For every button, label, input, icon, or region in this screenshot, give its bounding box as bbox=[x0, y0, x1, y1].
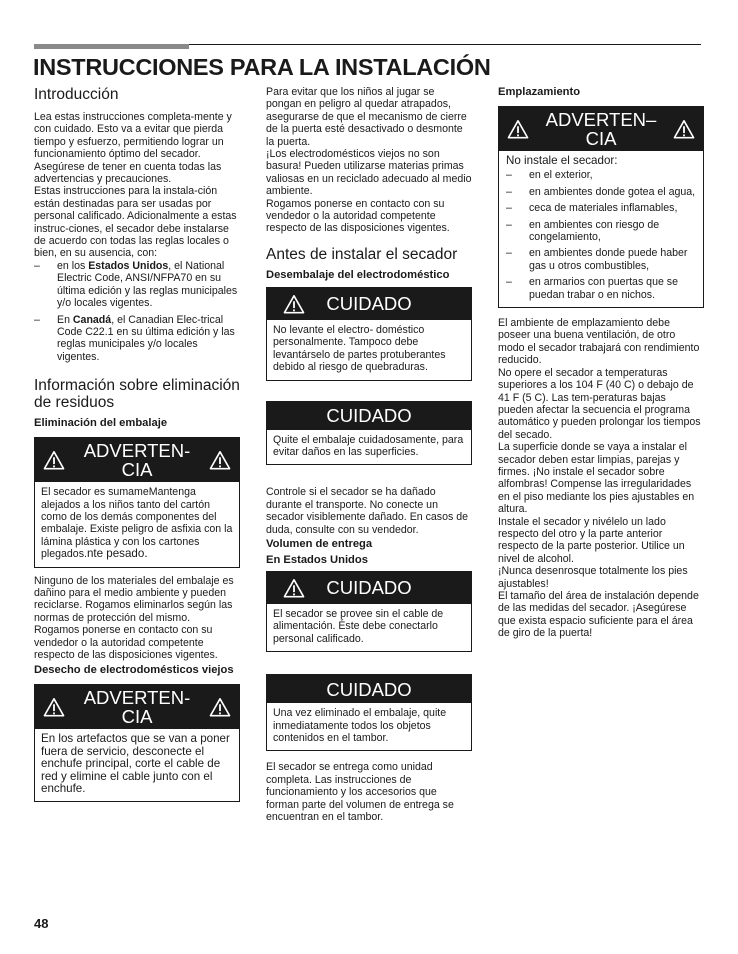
delivery-paragraph: El secador se entrega como unidad completa. Las instrucciones de funcionamiento y los accesorios que forman parte del volumen de entrega se encuentran en el tambor. bbox=[266, 761, 454, 823]
warning-body bbox=[499, 151, 703, 307]
warning-body bbox=[35, 729, 239, 801]
unpacking-subheading: Desembalaje del electrodoméstico bbox=[266, 268, 450, 281]
warning-title: ADVERTEN-CIA bbox=[83, 440, 191, 481]
caution-header bbox=[267, 288, 471, 320]
warning-intro: No instale el secador: bbox=[506, 154, 618, 167]
warning-triangle-icon bbox=[209, 697, 231, 717]
warning-text: El secador es sumameMantenga alejados a los niños tanto del cartón como de los demás componentes del embalaje. Existe peligro de asfixia con la lámina plástica y con los cartones plegados. bbox=[41, 486, 233, 561]
dash-bullet: – bbox=[34, 259, 40, 272]
caution-text: Una vez eliminado el embalaje, quite inmediatamente todos los objetos contenidos en el tambor. bbox=[273, 707, 447, 744]
list-item: – en ambientes donde puede haber gas u otros combustibles, bbox=[506, 247, 688, 272]
page-title: INSTRUCCIONES PARA LA INSTALACIÓN bbox=[33, 54, 491, 80]
warning-box-disposal bbox=[34, 684, 240, 802]
column2-paragraph-1: Para evitar que los niños al jugar se pongan en peligro al quedar atrapados, asegurarse de que el mecanismo de cierre de la puerta esté desactivado o desmonte la puerta. bbox=[266, 86, 467, 148]
location-paragraph-4: Instale el secador y nivélelo un lado respecto del otro y la parte anterior respecto de la parte posterior. Utilice un nivel de alcohol. bbox=[498, 515, 685, 565]
location-paragraph-5: ¡Nunca desenrosque totalmente los pies ajustables! bbox=[498, 565, 688, 590]
column2-paragraph-3: Rogamos ponerse en contacto con su vendedor o la autoridad competente respecto de las disposiciones vigentes. bbox=[266, 197, 450, 235]
header-rule-accent bbox=[34, 44, 189, 49]
waste-heading: Información sobre eliminación de residuos bbox=[34, 377, 240, 412]
caution-title: CUIDADO bbox=[326, 293, 412, 315]
caution-text: Quite el embalaje cuidadosamente, para evitar daños en las superficies. bbox=[273, 433, 464, 458]
caution-body bbox=[267, 604, 471, 651]
warning-triangle-icon bbox=[283, 578, 305, 598]
usa-subheading: En Estados Unidos bbox=[266, 553, 368, 566]
caution-header bbox=[267, 675, 471, 703]
caution-header bbox=[267, 572, 471, 604]
list-item: – ceca de materiales inflamables, bbox=[506, 202, 678, 215]
column-2 bbox=[266, 86, 472, 823]
warning-triangle-icon bbox=[43, 697, 65, 717]
warning-text: En los artefactos que se van a poner fuera de servicio, desconecte el enchufe principal, corte el cable de red y elimine el cable junto con el enchufe. bbox=[41, 732, 230, 796]
caution-body bbox=[267, 320, 471, 380]
warning-triangle-icon bbox=[209, 450, 231, 470]
inspection-paragraph: Controle si el secador se ha dañado durante el transporte. No conecte un secador visiblemente dañado. En casos de duda, consulte con su vendedor. bbox=[266, 486, 468, 536]
caution-box-unpacking bbox=[266, 401, 472, 466]
column-1 bbox=[34, 86, 240, 802]
caution-body bbox=[267, 703, 471, 750]
caution-text: No levante el electro- doméstico personalmente. Tampoco debe levantárselo de partes protuberantes debido al riesgo de quebraduras. bbox=[273, 323, 446, 374]
warning-body bbox=[35, 482, 239, 566]
location-paragraph-2: No opere el secador a temperaturas superiores a los 104 F (40 C) o debajo de 41 F (5 C). Las tem-peraturas bajas pueden afectar la secuencia el programa automático y pueden prolongar los tiempos del secado. bbox=[498, 366, 701, 441]
warning-text-fragment: nte pesado. bbox=[86, 547, 148, 561]
warning-header bbox=[35, 438, 239, 482]
header-rule bbox=[189, 44, 701, 45]
column2-paragraph-2: ¡Los electrodomésticos viejos no son basura! Pueden utilizarse materias primas valiosas en un reciclado adecuado al medio ambiente. bbox=[266, 148, 472, 198]
caution-title: CUIDADO bbox=[326, 678, 412, 700]
warning-title: ADVERTEN–CIA bbox=[545, 109, 657, 149]
warning-header bbox=[35, 685, 239, 729]
list-item-canada: – En Canadá, el Canadian Elec-trical Code C22.1 en su última edición y las reglas municipales y/o locales vigentes. bbox=[34, 313, 235, 363]
caution-body bbox=[267, 430, 471, 465]
caution-box-lifting bbox=[266, 287, 472, 381]
intro-paragraph-2: Estas instrucciones para la instala-ción están destinadas para ser usadas por personal calificado. Adicionalmente a estas instruc-ciones, el secador debe instalarse de acuerdo con todas las reglas locales o bien, en su ausencia, con: bbox=[34, 185, 237, 260]
location-paragraph-1: El ambiente de emplazamiento debe poseer una buena ventilación, de otro modo el secador trabajará con rendimiento reducido. bbox=[498, 317, 700, 367]
warning-title: ADVERTEN-CIA bbox=[83, 687, 191, 728]
location-paragraph-6: El tamaño del área de instalación depende de las medidas del secador. ¡Asegúrese que exista espacio suficiente para el área de giro de la puerta! bbox=[498, 590, 699, 640]
intro-heading: Introducción bbox=[34, 86, 119, 103]
list-item: – en ambientes donde gotea el agua, bbox=[506, 185, 696, 198]
location-subheading: Emplazamiento bbox=[498, 86, 581, 98]
warning-triangle-icon bbox=[43, 450, 65, 470]
intro-paragraph-1: Lea estas instrucciones completa-mente y con cuidado. Esto va a evitar que pierda tiempo y esfuerzo, permitiendo lograr un funcionamiento óptimo del secador. Asegúrese de tener en cuenta todas las advertencias y precauciones. bbox=[34, 111, 232, 186]
list-item: – en el exterior, bbox=[506, 169, 593, 182]
old-appliances-subheading: Desecho de electrodomésticos viejos bbox=[34, 664, 234, 677]
warning-header bbox=[499, 107, 703, 151]
caution-header bbox=[267, 402, 471, 430]
warning-triangle-icon bbox=[283, 294, 305, 314]
caution-box-drum bbox=[266, 674, 472, 751]
before-install-heading: Antes de instalar el secador bbox=[266, 245, 458, 263]
caution-box-cable bbox=[266, 571, 472, 652]
dash-bullet: – bbox=[34, 313, 40, 326]
list-item: – en ambientes con riesgo de congelamiento, bbox=[506, 218, 660, 244]
warning-box-location bbox=[498, 106, 704, 308]
packaging-paragraph-1: Ninguno de los materiales del embalaje es dañino para el medio ambiente y pueden reciclarse. Rogamos eliminarlos según las normas de protección del mismo. bbox=[34, 574, 234, 624]
warning-triangle-icon bbox=[507, 119, 529, 139]
list-item: – en armarios con puertas que se puedan trabar o en nichos. bbox=[506, 276, 678, 301]
page-number: 48 bbox=[34, 916, 49, 931]
column-3 bbox=[498, 86, 704, 640]
location-paragraph-3: La superficie donde se vaya a instalar el secador deben estar limpias, parejas y firmes. ¡No instale el secador sobre alfombras! Compense las irregularidades en el piso mediante los pies ajustables en altura. bbox=[498, 441, 695, 516]
packaging-paragraph-2: Rogamos ponerse en contacto con su vendedor o la autoridad competente respecto de las disposiciones vigentes. bbox=[34, 624, 218, 661]
caution-title: CUIDADO bbox=[326, 405, 412, 426]
warning-triangle-icon bbox=[673, 119, 695, 139]
packaging-subheading: Eliminación del embalaje bbox=[34, 417, 168, 430]
caution-text: El secador se provee sin el cable de alimentación. Éste debe conectarlo personal calificado. bbox=[273, 607, 444, 645]
caution-title: CUIDADO bbox=[326, 577, 412, 599]
warning-box-packaging bbox=[34, 437, 240, 567]
list-item-usa: – en los Estados Unidos, el National Electric Code, ANSI/NFPA70 en su última edición y las reglas municipales y/o locales vigentes. bbox=[34, 259, 238, 310]
delivery-subheading: Volumen de entrega bbox=[266, 537, 373, 550]
